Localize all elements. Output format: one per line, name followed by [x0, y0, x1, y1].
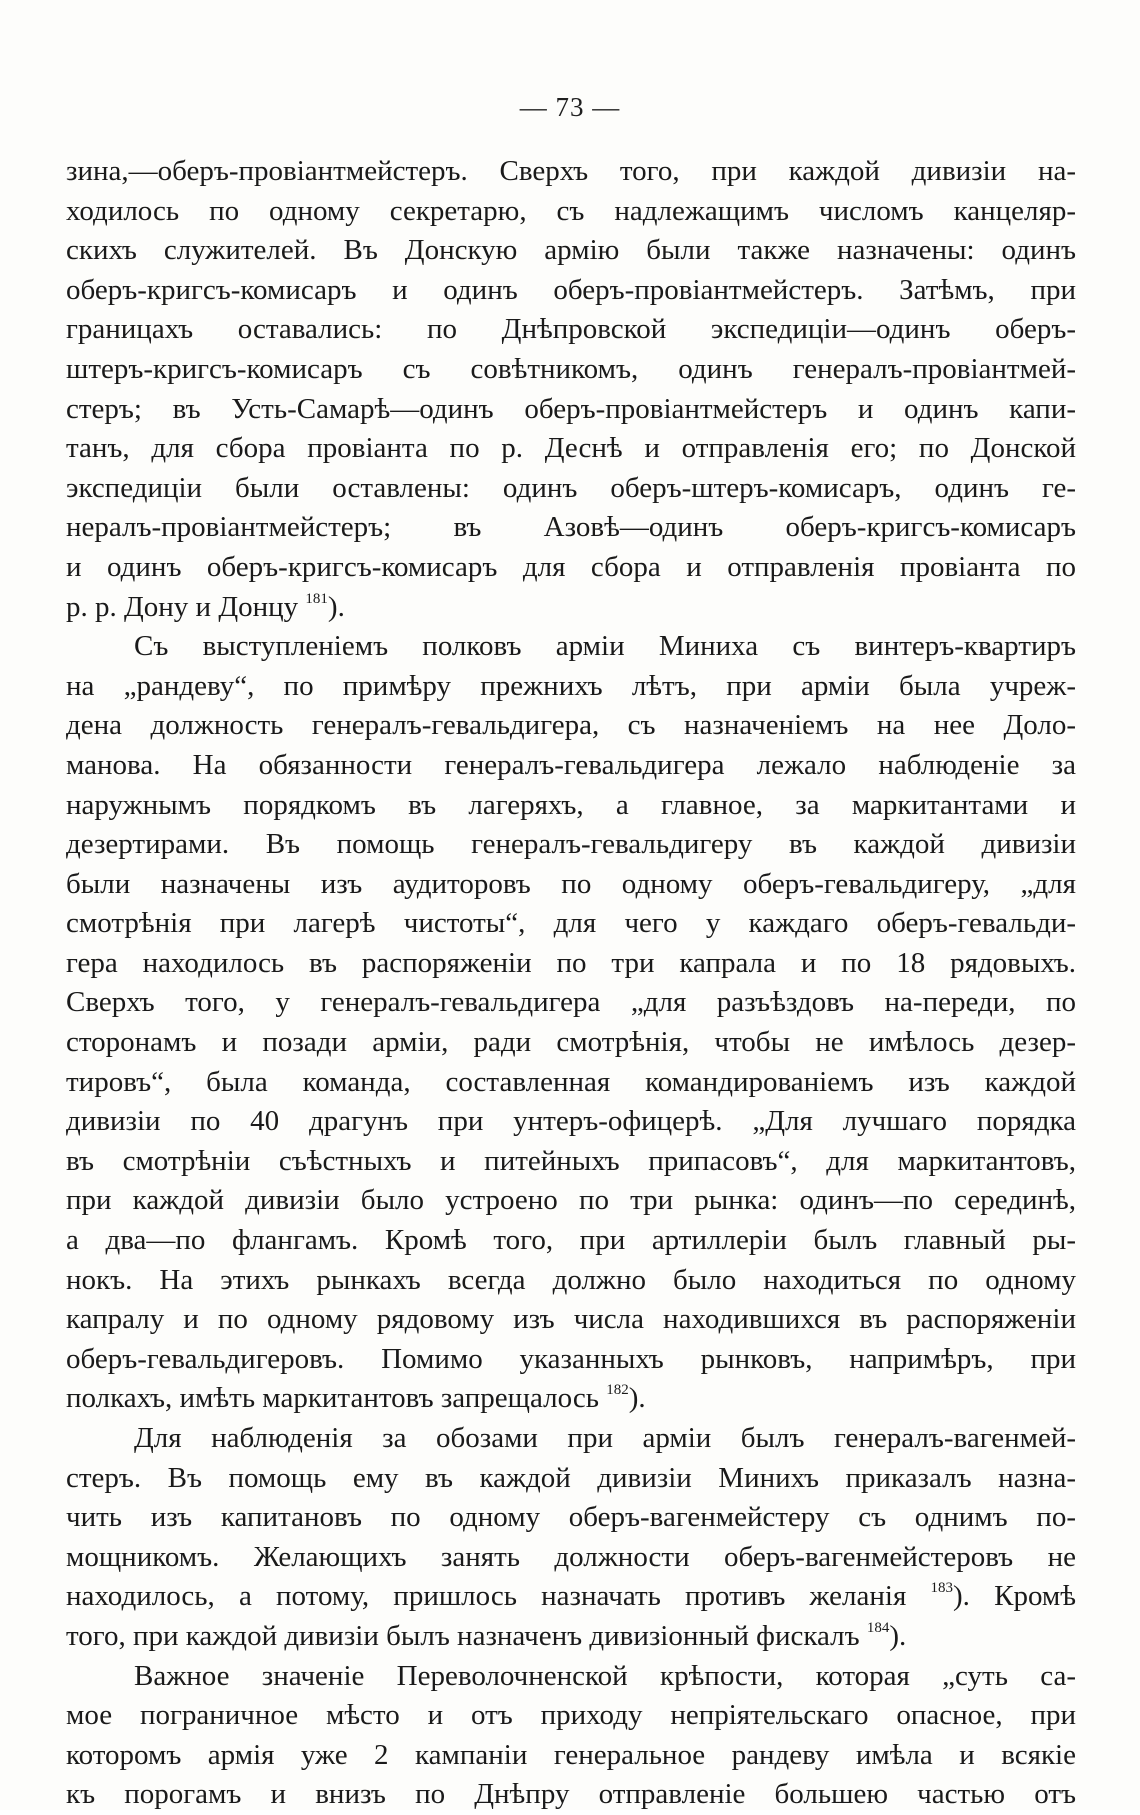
text-line: были назначены изъ аудиторовъ по одному оберъ-гевальдигеру, „для: [66, 867, 1076, 900]
text-line: къ порогамъ и внизъ по Днѣпру отправленіе большею частью отъ: [66, 1778, 1076, 1811]
body-text: [66, 152, 1076, 1815]
text-line: [66, 588, 1076, 628]
text-line: капралу и по одному рядовому изъ числа находившихся въ распоряженіи: [66, 1303, 1076, 1336]
text-line: оберъ-кригсъ-комисаръ и одинъ оберъ-провіантмейстеръ. Затѣмъ, при: [66, 273, 1076, 306]
text-line: дезертирами. Въ помощь генералъ-гевальдигеру въ каждой дивизіи: [66, 828, 1076, 861]
line-text: находилось, а потому, пришлось назначать противъ желанія: [66, 1580, 907, 1613]
paragraph-3: [66, 1419, 1076, 1657]
text-line: оберъ-гевальдигеровъ. Помимо указанныхъ рынковъ, напримѣръ, при: [66, 1342, 1076, 1375]
text-line: смотрѣнія при лагерѣ чистоты“, для чего у каждаго оберъ-гевальди-: [66, 907, 1076, 940]
text-line: которомъ армія уже 2 кампаніи генеральное рандеву имѣла и всякіе: [66, 1738, 1076, 1771]
footnote-ref[interactable]: 182: [606, 1382, 629, 1399]
footnote-ref[interactable]: 183: [930, 1580, 954, 1597]
text-line: дивизіи по 40 драгунъ при унтеръ-офицерѣ. „Для лучшаго порядка: [66, 1105, 1076, 1138]
text-line: зина,—оберъ-провіантмейстеръ. Сверхъ того, при каждой дивизіи на-: [66, 155, 1076, 187]
paragraph-4: [66, 1657, 1076, 1815]
line-text: ).: [628, 1382, 646, 1415]
text-line: скихъ служителей. Въ Донскую армію были также назначены: одинъ: [66, 234, 1076, 267]
text-line: дена должность генералъ-гевальдигера, съ назначеніемъ на нее Доло-: [66, 709, 1076, 742]
text-line: нокъ. На этихъ рынкахъ всегда должно было находиться по одному: [66, 1263, 1076, 1296]
text-line: ходилось по одному секретарю, съ надлежащимъ числомъ канцеляр-: [66, 194, 1076, 227]
footnote-ref[interactable]: 184: [866, 1619, 890, 1636]
text-line: чить изъ капитановъ по одному оберъ-вагенмейстеру съ однимъ по-: [66, 1501, 1076, 1534]
text-line: границахъ оставались: по Днѣпровской экспедиціи—одинъ оберъ-: [66, 313, 1076, 346]
text-line: [66, 1577, 1076, 1617]
text-line: при каждой дивизіи было устроено по три рынка: одинъ—по серединѣ,: [66, 1184, 1076, 1217]
text-line: тировъ“, была команда, составленная командированіемъ изъ каждой: [66, 1065, 1076, 1098]
text-line: гера находилось въ распоряженіи по три капрала и по 18 рядовыхъ.: [66, 946, 1076, 979]
line-text: ).: [327, 590, 345, 623]
line-text: р. р. Дону и Донцу: [66, 590, 299, 623]
page-number: — 73 —: [519, 92, 621, 122]
line-text: ).: [889, 1619, 907, 1652]
text-line: стеръ. Въ помощь ему въ каждой дивизіи Минихъ приказалъ назна-: [66, 1461, 1076, 1494]
text-line: сторонамъ и позади арміи, ради смотрѣнія, чтобы не имѣлось дезер-: [66, 1026, 1076, 1059]
text-line: манова. На обязанности генералъ-гевальдигера лежало наблюденіе за: [66, 748, 1076, 781]
text-line: мое пограничное мѣсто и отъ приходу непріятельскаго опасное, при: [66, 1699, 1076, 1732]
footnote-ref[interactable]: 181: [305, 590, 328, 607]
text-line: стеръ; въ Усть-Самарѣ—одинъ оберъ-провіантмейстеръ и одинъ капи-: [66, 392, 1076, 425]
text-line: танъ, для сбора провіанта по р. Деснѣ и отправленія его; по Донской: [66, 432, 1076, 465]
text-line: мощникомъ. Желающихъ занять должности оберъ-вагенмейстеровъ не: [66, 1540, 1076, 1573]
line-text: полкахъ, имѣть маркитантовъ запрещалось: [66, 1382, 599, 1415]
text-line: и одинъ оберъ-кригсъ-комисаръ для сбора и отправленія провіанта по: [66, 550, 1076, 583]
text-line: въ смотрѣніи съѣстныхъ и питейныхъ припасовъ“, для маркитантовъ,: [66, 1144, 1076, 1177]
text-line: Съ выступленіемъ полковъ арміи Миниха съ винтеръ-квартиръ: [134, 630, 1076, 663]
text-line: а два—по флангамъ. Кромѣ того, при артиллеріи былъ главный ры-: [66, 1224, 1076, 1257]
line-text: ). Кромѣ: [953, 1580, 1076, 1613]
paragraph-2: [66, 627, 1076, 1419]
line-text: того, при каждой дивизіи былъ назначенъ дивизіонный фискалъ: [66, 1619, 860, 1652]
paragraph-1: [66, 152, 1076, 627]
text-line: экспедиціи были оставлены: одинъ оберъ-штеръ-комисаръ, одинъ ге-: [66, 471, 1076, 504]
text-line: нералъ-провіантмейстеръ; въ Азовѣ—одинъ оберъ-кригсъ-комисаръ: [66, 511, 1076, 544]
text-line: штеръ-кригсъ-комисаръ съ совѣтникомъ, одинъ генералъ-провіантмей-: [66, 352, 1076, 385]
text-line: Важное значеніе Переволочненской крѣпости, которая „суть са-: [134, 1659, 1076, 1692]
text-line: [66, 1379, 1076, 1419]
text-line: Сверхъ того, у генералъ-гевальдигера „для разъѣздовъ на-переди, по: [66, 986, 1076, 1019]
text-line: на „рандеву“, по примѣру прежнихъ лѣтъ, при арміи была учреж-: [66, 669, 1076, 702]
text-line: наружнымъ порядкомъ въ лагеряхъ, а главное, за маркитантами и: [66, 788, 1076, 821]
text-line: Для наблюденія за обозами при арміи былъ генералъ-вагенмей-: [134, 1422, 1076, 1454]
text-line: [66, 1617, 1076, 1657]
